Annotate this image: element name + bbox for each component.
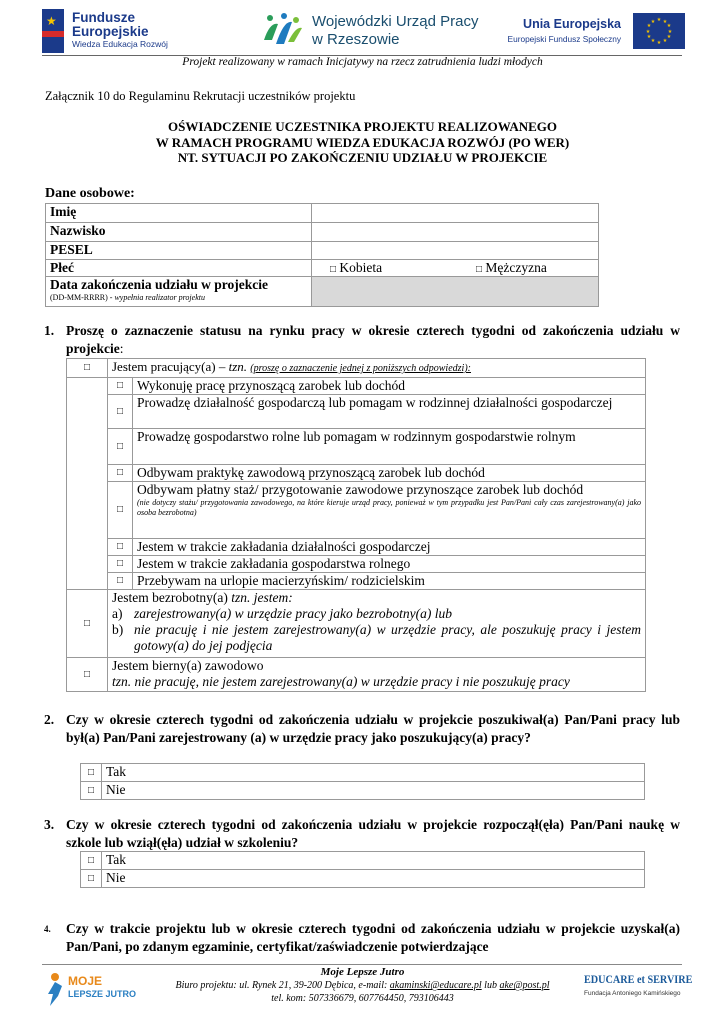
first-name-label: Imię <box>46 204 312 223</box>
svg-text:★: ★ <box>650 20 656 25</box>
option-5-label: Odbywam płatny staż/ przygotowanie zawodowe przynoszące zarobek lub dochód (nie dotyczy stażu/ przygotowania zawodowego, na które kieruje urząd pracy, ponieważ w tym przypadku jest Pan/Pani cały czas zarejestrowany(a) jako osoba bezrobotna) <box>133 482 646 539</box>
svg-text:★: ★ <box>645 30 651 35</box>
fundusze-europejskie-logo: ★ Fundusze Europejskie Wiedza Edukacja Rozwój <box>42 9 172 53</box>
svg-text:★: ★ <box>646 35 652 40</box>
fe-flag-icon: ★ <box>42 9 64 53</box>
svg-text:★: ★ <box>650 39 656 44</box>
option-4-checkbox[interactable]: □ <box>108 465 133 482</box>
pesel-label: PESEL <box>46 242 312 260</box>
person-jumping-icon <box>44 972 66 1008</box>
personal-data-table <box>45 203 599 307</box>
option-6-checkbox[interactable]: □ <box>108 539 133 556</box>
option-8-checkbox[interactable]: □ <box>108 573 133 590</box>
question-3: 3. Czy w okresie czterech tygodni od zakończenia udziału w projekcie rozpoczął(ęła) Pan/Pani naukę w szkole lub wziął(ęła) udział w szkoleniu? <box>44 817 680 850</box>
male-option[interactable]: □ Mężczyzna <box>476 260 547 275</box>
q2-yes-label: Tak <box>102 764 645 782</box>
svg-text:★: ★ <box>656 18 662 23</box>
gender-field <box>312 260 599 277</box>
question-1: 1. Proszę o zaznaczenie statusu na rynku pracy w okresie czterech tygodni od zakończenia udziału w projekcie: <box>44 323 680 356</box>
svg-text:★: ★ <box>662 39 668 44</box>
document-title: OŚWIADCZENIE UCZESTNIKA PROJEKTU REALIZOWANEGO W RAMACH PROGRAMU WIEDZA EDUKACJA ROZWÓJ (PO WER) NT. SYTUACJI PO ZAKOŃCZENIU UDZIAŁU W PROJEKCIE <box>155 119 570 165</box>
option-3-checkbox[interactable]: □ <box>108 429 133 465</box>
footer-divider <box>42 964 682 965</box>
question-4: 4. Czy w trakcie projektu lub w okresie czterech tygodni od zakończenia udziału w projekcie uzyskał(a) Pan/Pani, po zdanym egzaminie, certyfikat/zaświadczenie potwierdzające <box>44 921 680 954</box>
female-option[interactable]: □ Kobieta <box>330 260 383 275</box>
option-2-checkbox[interactable]: □ <box>108 395 133 429</box>
employed-checkbox[interactable]: □ <box>67 359 108 378</box>
unemployed-checkbox[interactable]: □ <box>67 590 108 658</box>
option-1-label: Wykonuję pracę przynoszącą zarobek lub dochód <box>133 378 646 395</box>
option-1-checkbox[interactable]: □ <box>108 378 133 395</box>
svg-text:★: ★ <box>656 41 662 46</box>
q2-no-label: Nie <box>102 782 645 800</box>
last-name-label: Nazwisko <box>46 223 312 242</box>
attachment-label: Załącznik 10 do Regulaminu Rekrutacji uczestników projektu <box>45 89 356 103</box>
wup-logo: Wojewódzki Urząd Pracy w Rzeszowie <box>260 10 480 50</box>
svg-text:★: ★ <box>666 24 672 29</box>
wup-figures-icon <box>260 10 304 50</box>
end-date-field <box>312 277 599 307</box>
svg-text:★: ★ <box>666 35 672 40</box>
q2-answers <box>80 763 645 800</box>
male-checkbox[interactable]: □ <box>476 264 483 275</box>
first-name-field[interactable] <box>312 204 599 223</box>
inactive-checkbox[interactable]: □ <box>67 658 108 692</box>
project-note: Projekt realizowany w ramach Inicjatywy na rzecz zatrudnienia ludzi młodych <box>182 56 543 68</box>
footer-contact: Moje Lepsze Jutro Biuro projektu: ul. Rynek 21, 39-200 Dębica, e-mail: akaminski@educare.pl lub ake@post.pl tel. kom: 507336679, 607764450, 793106443 <box>175 966 550 1004</box>
female-checkbox[interactable]: □ <box>330 264 337 275</box>
option-4-label: Odbywam praktykę zawodową przynoszącą zarobek lub dochód <box>133 465 646 482</box>
moje-lepsze-jutro-logo: MOJE LEPSZE JUTRO <box>44 970 124 1010</box>
email-link-2[interactable]: ake@post.pl <box>499 980 550 991</box>
option-8-label: Przebywam na urlopie macierzyńskim/ rodzicielskim <box>133 573 646 590</box>
employed-label: Jestem pracujący(a) – tzn. (proszę o zaznaczenie jednej z poniższych odpowiedzi): <box>108 359 646 378</box>
option-2-label: Prowadzę działalność gospodarczą lub pomagam w rodzinnej działalności gospodarczej <box>133 395 646 429</box>
svg-text:★: ★ <box>667 30 673 35</box>
q3-yes-checkbox[interactable]: □ <box>81 852 102 870</box>
email-link-1[interactable]: akaminski@educare.pl <box>389 980 482 991</box>
personal-data-heading: Dane osobowe: <box>45 186 135 201</box>
q2-yes-checkbox[interactable]: □ <box>81 764 102 782</box>
q1-status-table <box>66 358 646 692</box>
educare-logo: EDUCARE et SERVIRE Fundacja Antoniego Kamińskiego <box>584 972 693 997</box>
question-2: 2. Czy w okresie czterech tygodni od zakończenia udziału w projekcie poszukiwał(a) Pan/Pani pracy lub był(a) Pan/Pani zarejestrowany (a) w urzędzie pracy jako poszukujący(a) pracy? <box>44 712 680 745</box>
option-7-label: Jestem w trakcie zakładania gospodarstwa rolnego <box>133 556 646 573</box>
svg-text:★: ★ <box>646 24 652 29</box>
last-name-field[interactable] <box>312 223 599 242</box>
internship-note: (nie dotyczy stażu/ przygotowania zawodowego, na które kieruje urząd pracy, ponieważ w tym przypadku jest Pan/Pani cały czas zarejestrowany(a) jako osoba bezrobotna) <box>137 498 641 517</box>
page-header <box>0 0 725 56</box>
q3-no-checkbox[interactable]: □ <box>81 870 102 888</box>
pesel-field[interactable] <box>312 242 599 260</box>
employed-indent <box>67 378 108 590</box>
q2-no-checkbox[interactable]: □ <box>81 782 102 800</box>
q3-no-label: Nie <box>102 870 645 888</box>
option-6-label: Jestem w trakcie zakładania działalności gospodarczej <box>133 539 646 556</box>
q3-yes-label: Tak <box>102 852 645 870</box>
unia-europejska-logo: Unia Europejska Europejski Fundusz Społeczny ★ ★ ★ ★ ★ ★ ★ ★ ★ ★ ★ ★ <box>510 13 685 53</box>
inactive-label: Jestem bierny(a) zawodowo tzn. nie pracuję, nie jestem zarejestrowany(a) w urzędzie pracy i nie poszukuję pracy <box>108 658 646 692</box>
option-3-label: Prowadzę gospodarstwo rolne lub pomagam w rodzinnym gospodarstwie rolnym <box>133 429 646 465</box>
q3-answers <box>80 851 645 888</box>
end-date-label: Data zakończenia udziału w projekcie (DD-MM-RRRR) - wypełnia realizator projektu <box>46 277 312 307</box>
svg-text:★: ★ <box>662 20 668 25</box>
eu-flag-icon <box>633 13 685 49</box>
option-5-checkbox[interactable]: □ <box>108 482 133 539</box>
gender-label: Płeć <box>46 260 312 277</box>
option-7-checkbox[interactable]: □ <box>108 556 133 573</box>
unemployed-label: Jestem bezrobotny(a) tzn. jestem: a) zarejestrowany(a) w urzędzie pracy jako bezrobotny(a) lub b) nie pracuję i nie jestem zarejestrowany(a) w urzędzie pracy, ale poszukuję pracy i jestem gotowy(a) do jej podjęcia <box>108 590 646 658</box>
